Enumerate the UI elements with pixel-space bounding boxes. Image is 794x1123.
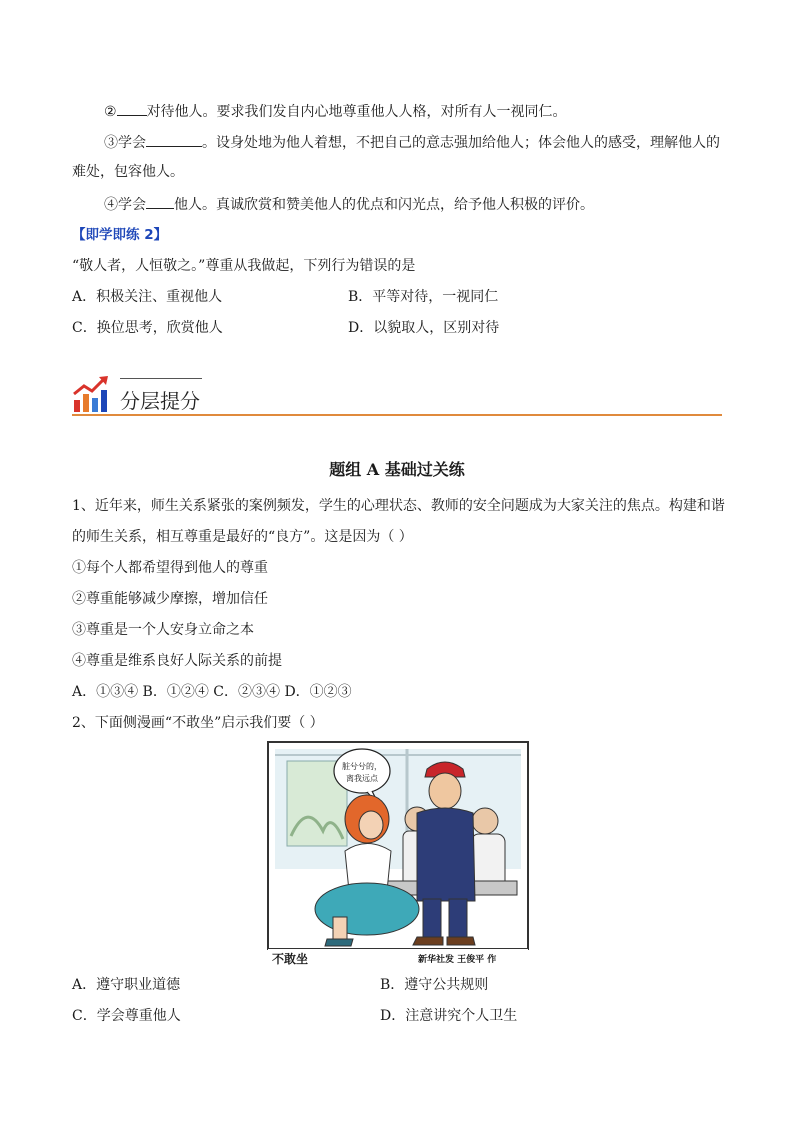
q1-statement-1: ①每个人都希望得到他人的尊重 [72, 560, 268, 576]
q1-line1: 1、近年来，师生关系紧张的案例频发，学生的心理状态、教师的安全问题成为大家关注的焦点。构建和谐 [72, 498, 725, 514]
item-2-num: ② [104, 104, 117, 120]
practice-title: 【即学即练 2】 [72, 227, 168, 243]
section-rule [72, 414, 722, 416]
q2-question: 2、下面侧漫画“不敢坐”启示我们要（ ） [72, 715, 324, 731]
section-header [72, 372, 722, 416]
item-2 [104, 101, 567, 122]
item-4-num: ④学会 [104, 197, 146, 213]
q1-statement-3: ③尊重是一个人安身立命之本 [72, 622, 254, 638]
cartoon-image [267, 741, 529, 967]
q2-option-c[interactable]: C．学会尊重他人 [72, 1008, 181, 1024]
item-4 [104, 194, 594, 215]
group-title: 题组 A 基础过关练 [329, 460, 465, 479]
item-3 [104, 132, 720, 153]
speech-line-1: 脏兮兮的， [342, 762, 382, 771]
section-title: 分层提分 [120, 389, 200, 413]
practice-option-a[interactable]: A．积极关注、重视他人 [72, 289, 223, 305]
section-topline [120, 378, 202, 379]
item-3-continued: 难处，包容他人。 [72, 164, 184, 180]
item-2-text: 对待他人。要求我们发自内心地尊重他人人格，对所有人一视同仁。 [146, 104, 567, 120]
practice-option-d[interactable]: D．以貌取人，区别对待 [348, 320, 500, 336]
q1-answers[interactable]: A．①③④ B．①②④ C．②③④ D．①②③ [72, 684, 352, 700]
q2-option-b[interactable]: B．遵守公共规则 [380, 977, 489, 993]
blank-3[interactable] [146, 132, 202, 147]
item-4-text: 他人。真诚欣赏和赞美他人的优点和闪光点，给予他人积极的评价。 [174, 197, 594, 213]
cartoon-caption: 不敢坐 [272, 952, 309, 966]
q1-statement-2: ②尊重能够减少摩擦，增加信任 [72, 591, 268, 607]
practice-option-c[interactable]: C．换位思考，欣赏他人 [72, 320, 223, 336]
speech-line-2: 离我远点 [346, 774, 378, 783]
q1-line2: 的师生关系，相互尊重是最好的“良方”。这是因为（ ） [72, 529, 413, 545]
practice-option-b[interactable]: B．平等对待，一视同仁 [348, 289, 499, 305]
item-3-num: ③学会 [104, 135, 146, 151]
cartoon-credit: 新华社发 王俊平 作 [418, 955, 497, 965]
item-3-text: 。设身处地为他人着想，不把自己的意志强加给他人；体会他人的感受，理解他人的 [202, 135, 720, 151]
q2-option-d[interactable]: D．注意讲究个人卫生 [380, 1008, 518, 1024]
practice-question: “敬人者，人恒敬之。”尊重从我做起，下列行为错误的是 [72, 258, 416, 274]
q2-option-a[interactable]: A．遵守职业道德 [72, 977, 181, 993]
blank-4[interactable] [146, 194, 174, 209]
q1-statement-4: ④尊重是维系良好人际关系的前提 [72, 653, 282, 669]
chart-growth-icon [72, 374, 112, 414]
blank-2[interactable] [117, 101, 147, 116]
